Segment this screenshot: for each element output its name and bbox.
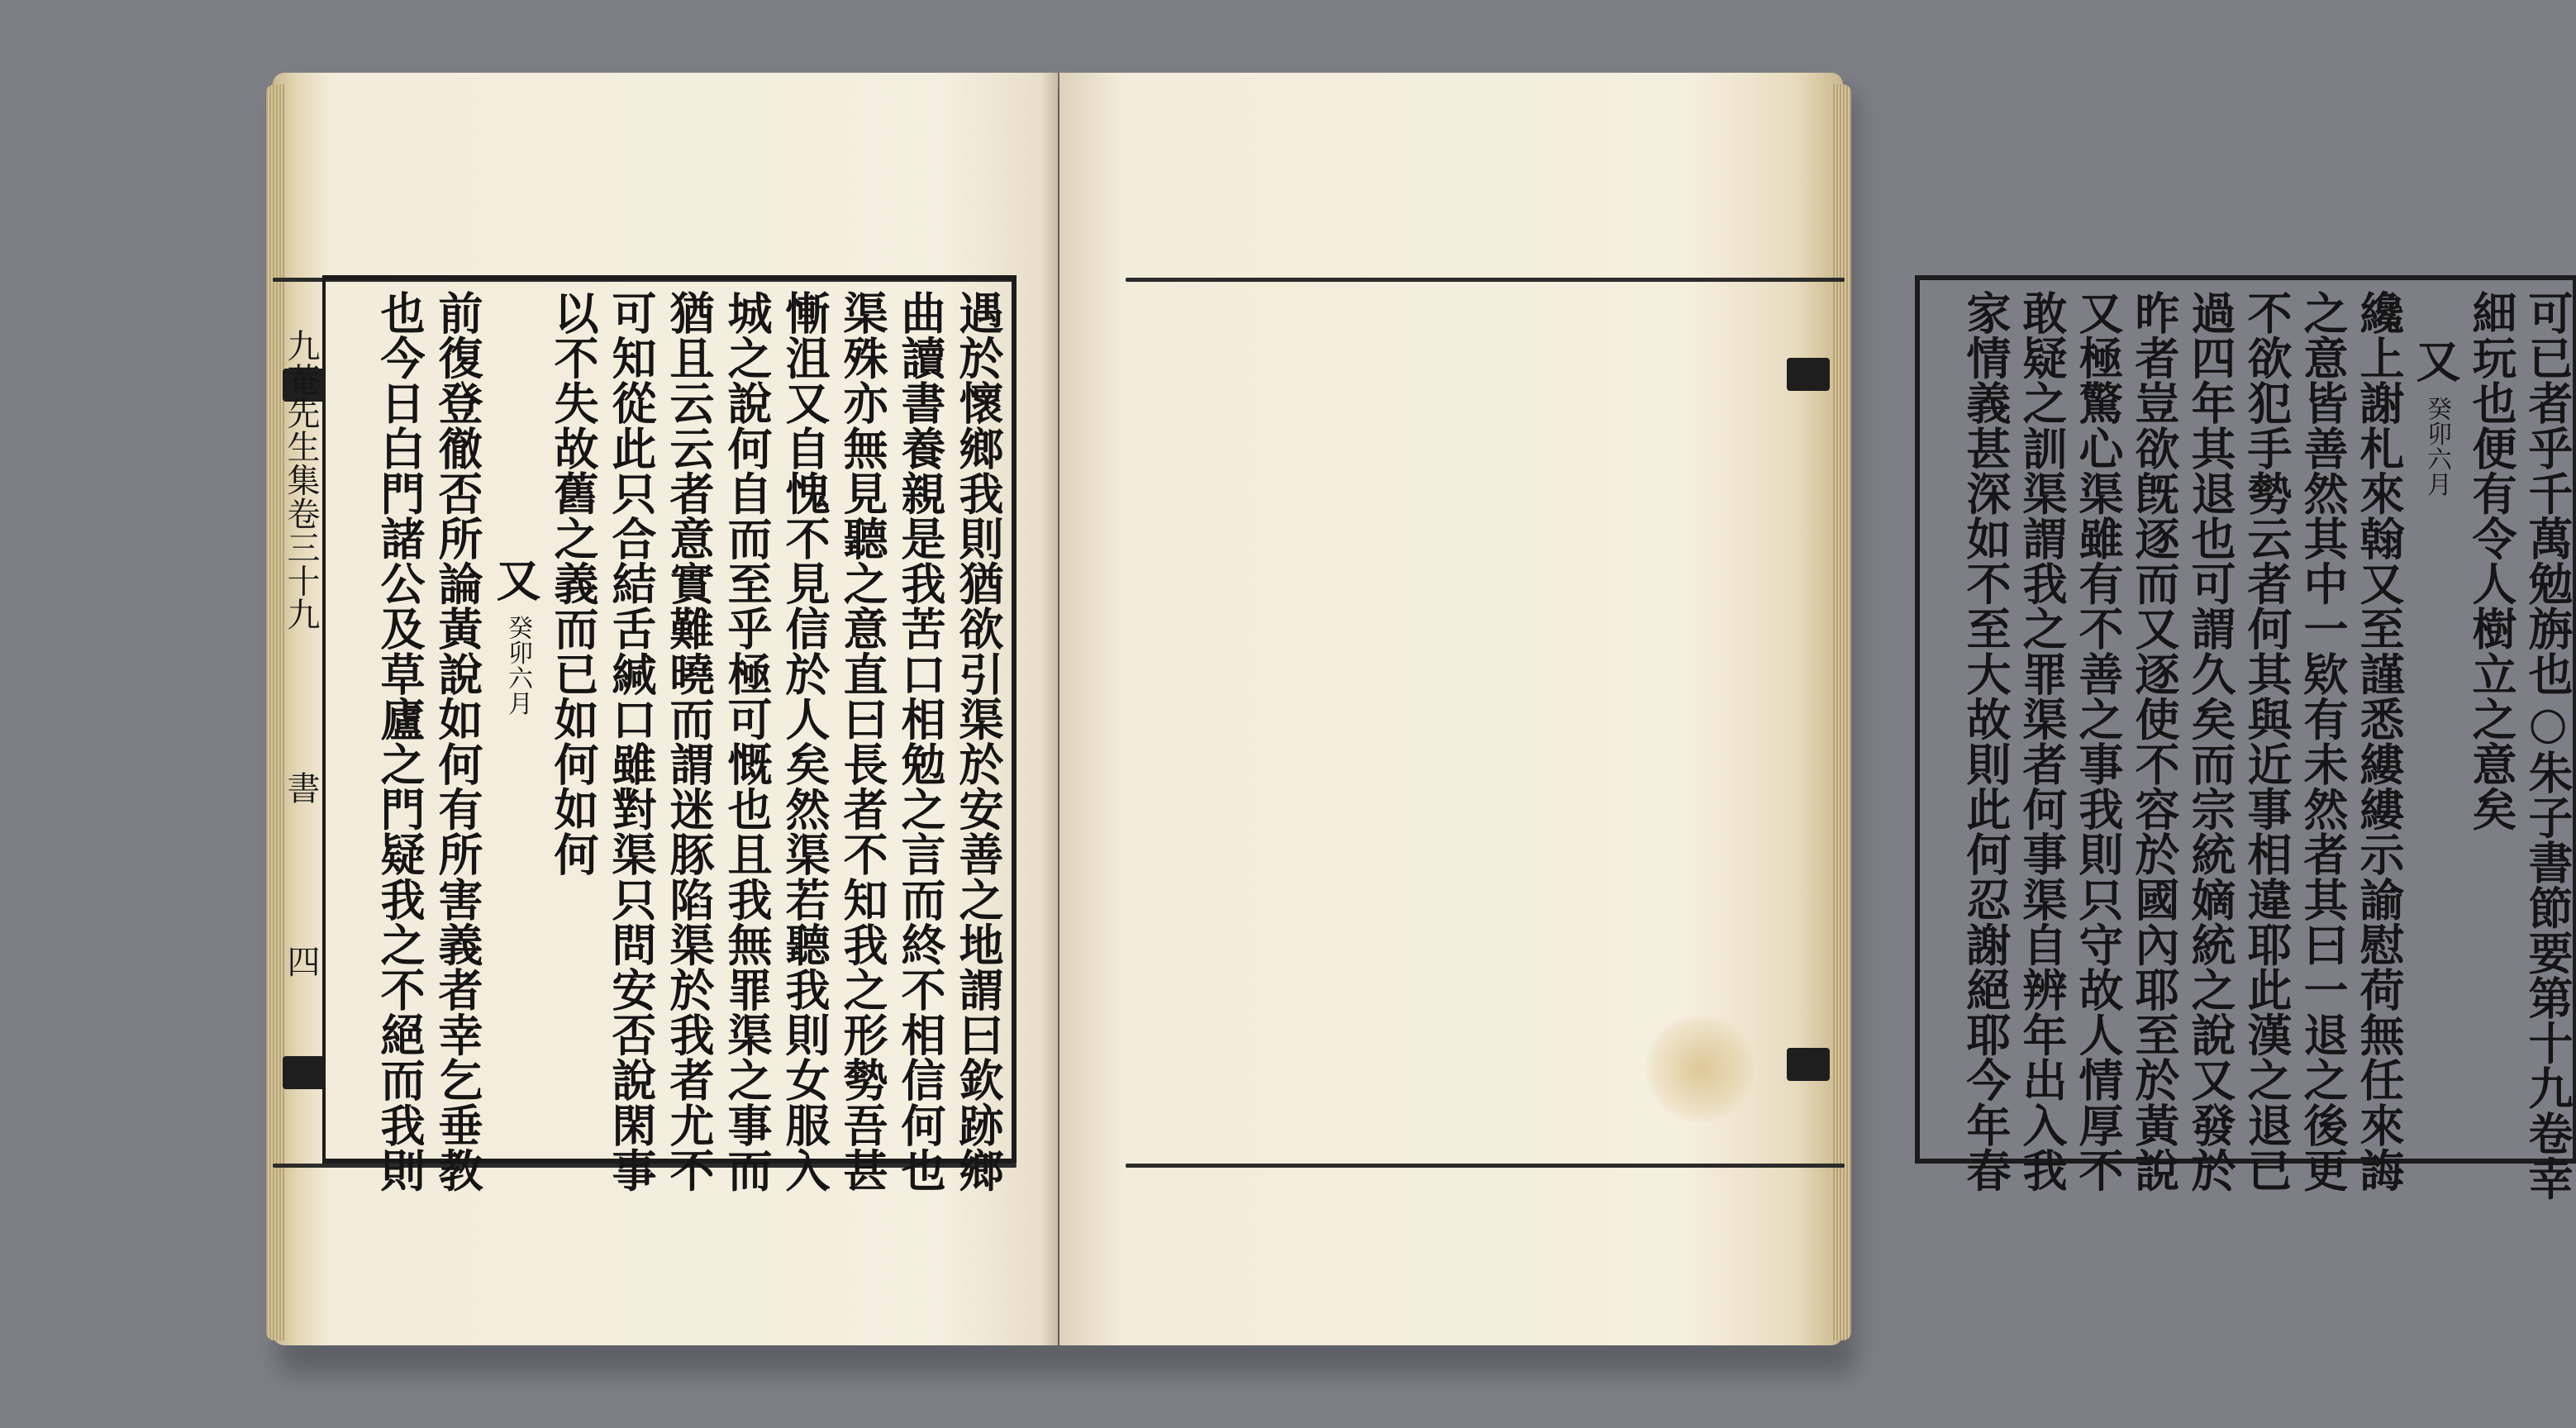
text-column: 家情義甚深如不至大故則此何忍謝絕耶今年春 [1959,290,2012,1192]
text-column: 過四年其退也可謂久矣而宗統嫡統之說又發於 [2184,290,2237,1192]
text-column: 曲讀書養親是我苦口相勉之言而終不相信何也 [894,290,947,1192]
text-column: 昨者豈欲旣逐而又逐使不容於國內耶至於黃說 [2128,290,2181,1192]
age-stain [1646,1015,1754,1122]
binding-thread [1126,278,1845,282]
text-column: 渠殊亦無見聽之意直曰長者不知我之形勢吾甚 [836,290,889,1192]
text-column: 也今日白門諸公及草廬之門疑我之不絕而我則 [374,290,426,1192]
right-page [1059,73,2574,1345]
text-column: 以不失故舊之義而已如何如何 [547,290,600,877]
left-text-block [322,275,1017,1192]
text-column: 前復登徹否所論黃說如何有所害義者幸乞垂教 [431,290,484,1192]
text-column: 又極驚心渠雖有不善之事我則只守故人情厚不 [2072,290,2125,1192]
text-column: 不欲犯手勢云者何其與近事相違耶此漢之退已 [2240,290,2293,1192]
right-text-block [1915,275,2576,1201]
text-column: 纔上謝札來翰又至謹悉縷縷示諭慰荷無任來誨 [2353,290,2406,1192]
fold-strip [279,271,321,1168]
right-page-edges [1831,84,1851,1340]
text-column: 慚沮又自愧不見信於人矣然渠若聽我則女服入 [779,290,831,1192]
letter-date: 癸卯六月 [2422,396,2451,497]
text-column: 之意皆善然其中一欵有未然者其曰一退之後更 [2297,290,2350,1192]
fold-section: 書 [282,771,320,805]
text-column: 猶且云云者意實難曉而謂迷豚陷渠於我者尤不 [663,290,716,1192]
binding-thread [1126,1164,1845,1168]
text-column: 城之說何自而至乎極可慨也且我無罪渠之事而 [721,290,774,1192]
text-column: 細玩也便有令人樹立之意矣 [2465,290,2518,832]
letter-date: 癸卯六月 [503,615,532,716]
letter-heading: 又 [2409,338,2462,383]
open-book [273,73,2574,1362]
letter-heading: 又 [489,557,542,602]
text-column: 可知從此只合結舌緘口雖對渠只問安否說閑事 [605,290,658,1192]
text-column: 可已者乎千萬勉旃也○朱子書節要第十九卷幸 [2521,290,2574,1201]
text-column: 敢疑之訓渠謂我之罪渠者何事渠自辨年出入我 [2016,290,2069,1192]
fold-title: 九菴先生集卷三十九 [282,329,320,631]
left-page [273,73,1058,1345]
binding-knot [1787,358,1830,391]
text-column: 遇於懷鄉我則猶欲引渠於安善之地謂曰欽跡鄉 [952,290,1005,1192]
binding-knot [1787,1048,1830,1081]
fold-page-number: 四 [282,945,320,978]
